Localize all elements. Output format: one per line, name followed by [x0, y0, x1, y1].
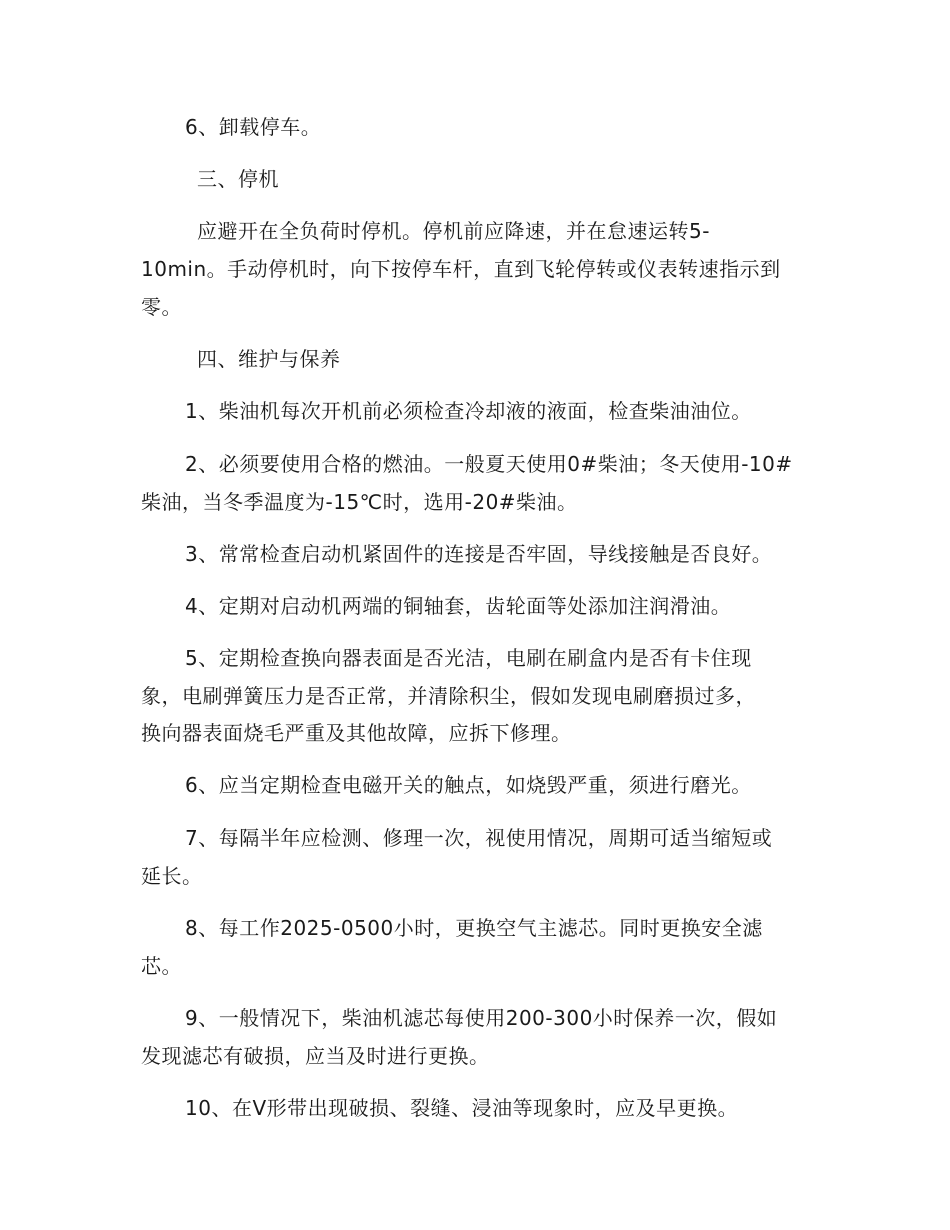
paragraph-line: 象，电刷弹簧压力是否正常，并清除积尘，假如发现电刷磨损过多， — [141, 684, 756, 708]
paragraph-line: 零。 — [141, 295, 182, 319]
paragraph-line: 10、在V形带出现破损、裂缝、浸油等现象时，应及早更换。 — [185, 1096, 739, 1120]
paragraph-line: 6、应当定期检查电磁开关的触点，如烧毁严重，须进行磨光。 — [185, 773, 752, 797]
paragraph-line: 6、卸载停车。 — [185, 115, 322, 139]
paragraph-line: 发现滤芯有破损，应当及时进行更换。 — [141, 1044, 490, 1068]
paragraph-line: 1、柴油机每次开机前必须检查冷却液的液面，检查柴油油位。 — [185, 399, 752, 423]
paragraph-line: 5、定期检查换向器表面是否光洁，电刷在刷盒内是否有卡住现 — [185, 646, 752, 670]
paragraph-line: 应避开在全负荷时停机。停机前应降速，并在怠速运转5- — [197, 219, 710, 243]
paragraph-line: 延长。 — [141, 864, 203, 888]
paragraph-line: 3、常常检查启动机紧固件的连接是否牢固，导线接触是否良好。 — [185, 542, 773, 566]
paragraph-line: 10min。手动停机时，向下按停车杆，直到飞轮停转或仪表转速指示到 — [141, 257, 781, 281]
paragraph-line: 4、定期对启动机两端的铜轴套，齿轮面等处添加注润滑油。 — [185, 594, 732, 618]
paragraph-line: 9、一般情况下，柴油机滤芯每使用200-300小时保养一次，假如 — [185, 1006, 778, 1030]
section-heading: 四、维护与保养 — [197, 347, 341, 371]
paragraph-line: 换向器表面烧毛严重及其他故障，应拆下修理。 — [141, 721, 572, 745]
paragraph-line: 柴油，当冬季温度为-15℃时，选用-20#柴油。 — [141, 490, 578, 514]
paragraph-line: 2、必须要使用合格的燃油。一般夏天使用0#柴油；冬天使用-10# — [185, 452, 793, 476]
section-heading: 三、停机 — [197, 167, 279, 191]
paragraph-line: 芯。 — [141, 954, 182, 978]
paragraph-line: 7、每隔半年应检测、修理一次，视使用情况，周期可适当缩短或 — [185, 826, 773, 850]
paragraph-line: 8、每工作2025-0500小时，更换空气主滤芯。同时更换安全滤 — [185, 916, 763, 940]
